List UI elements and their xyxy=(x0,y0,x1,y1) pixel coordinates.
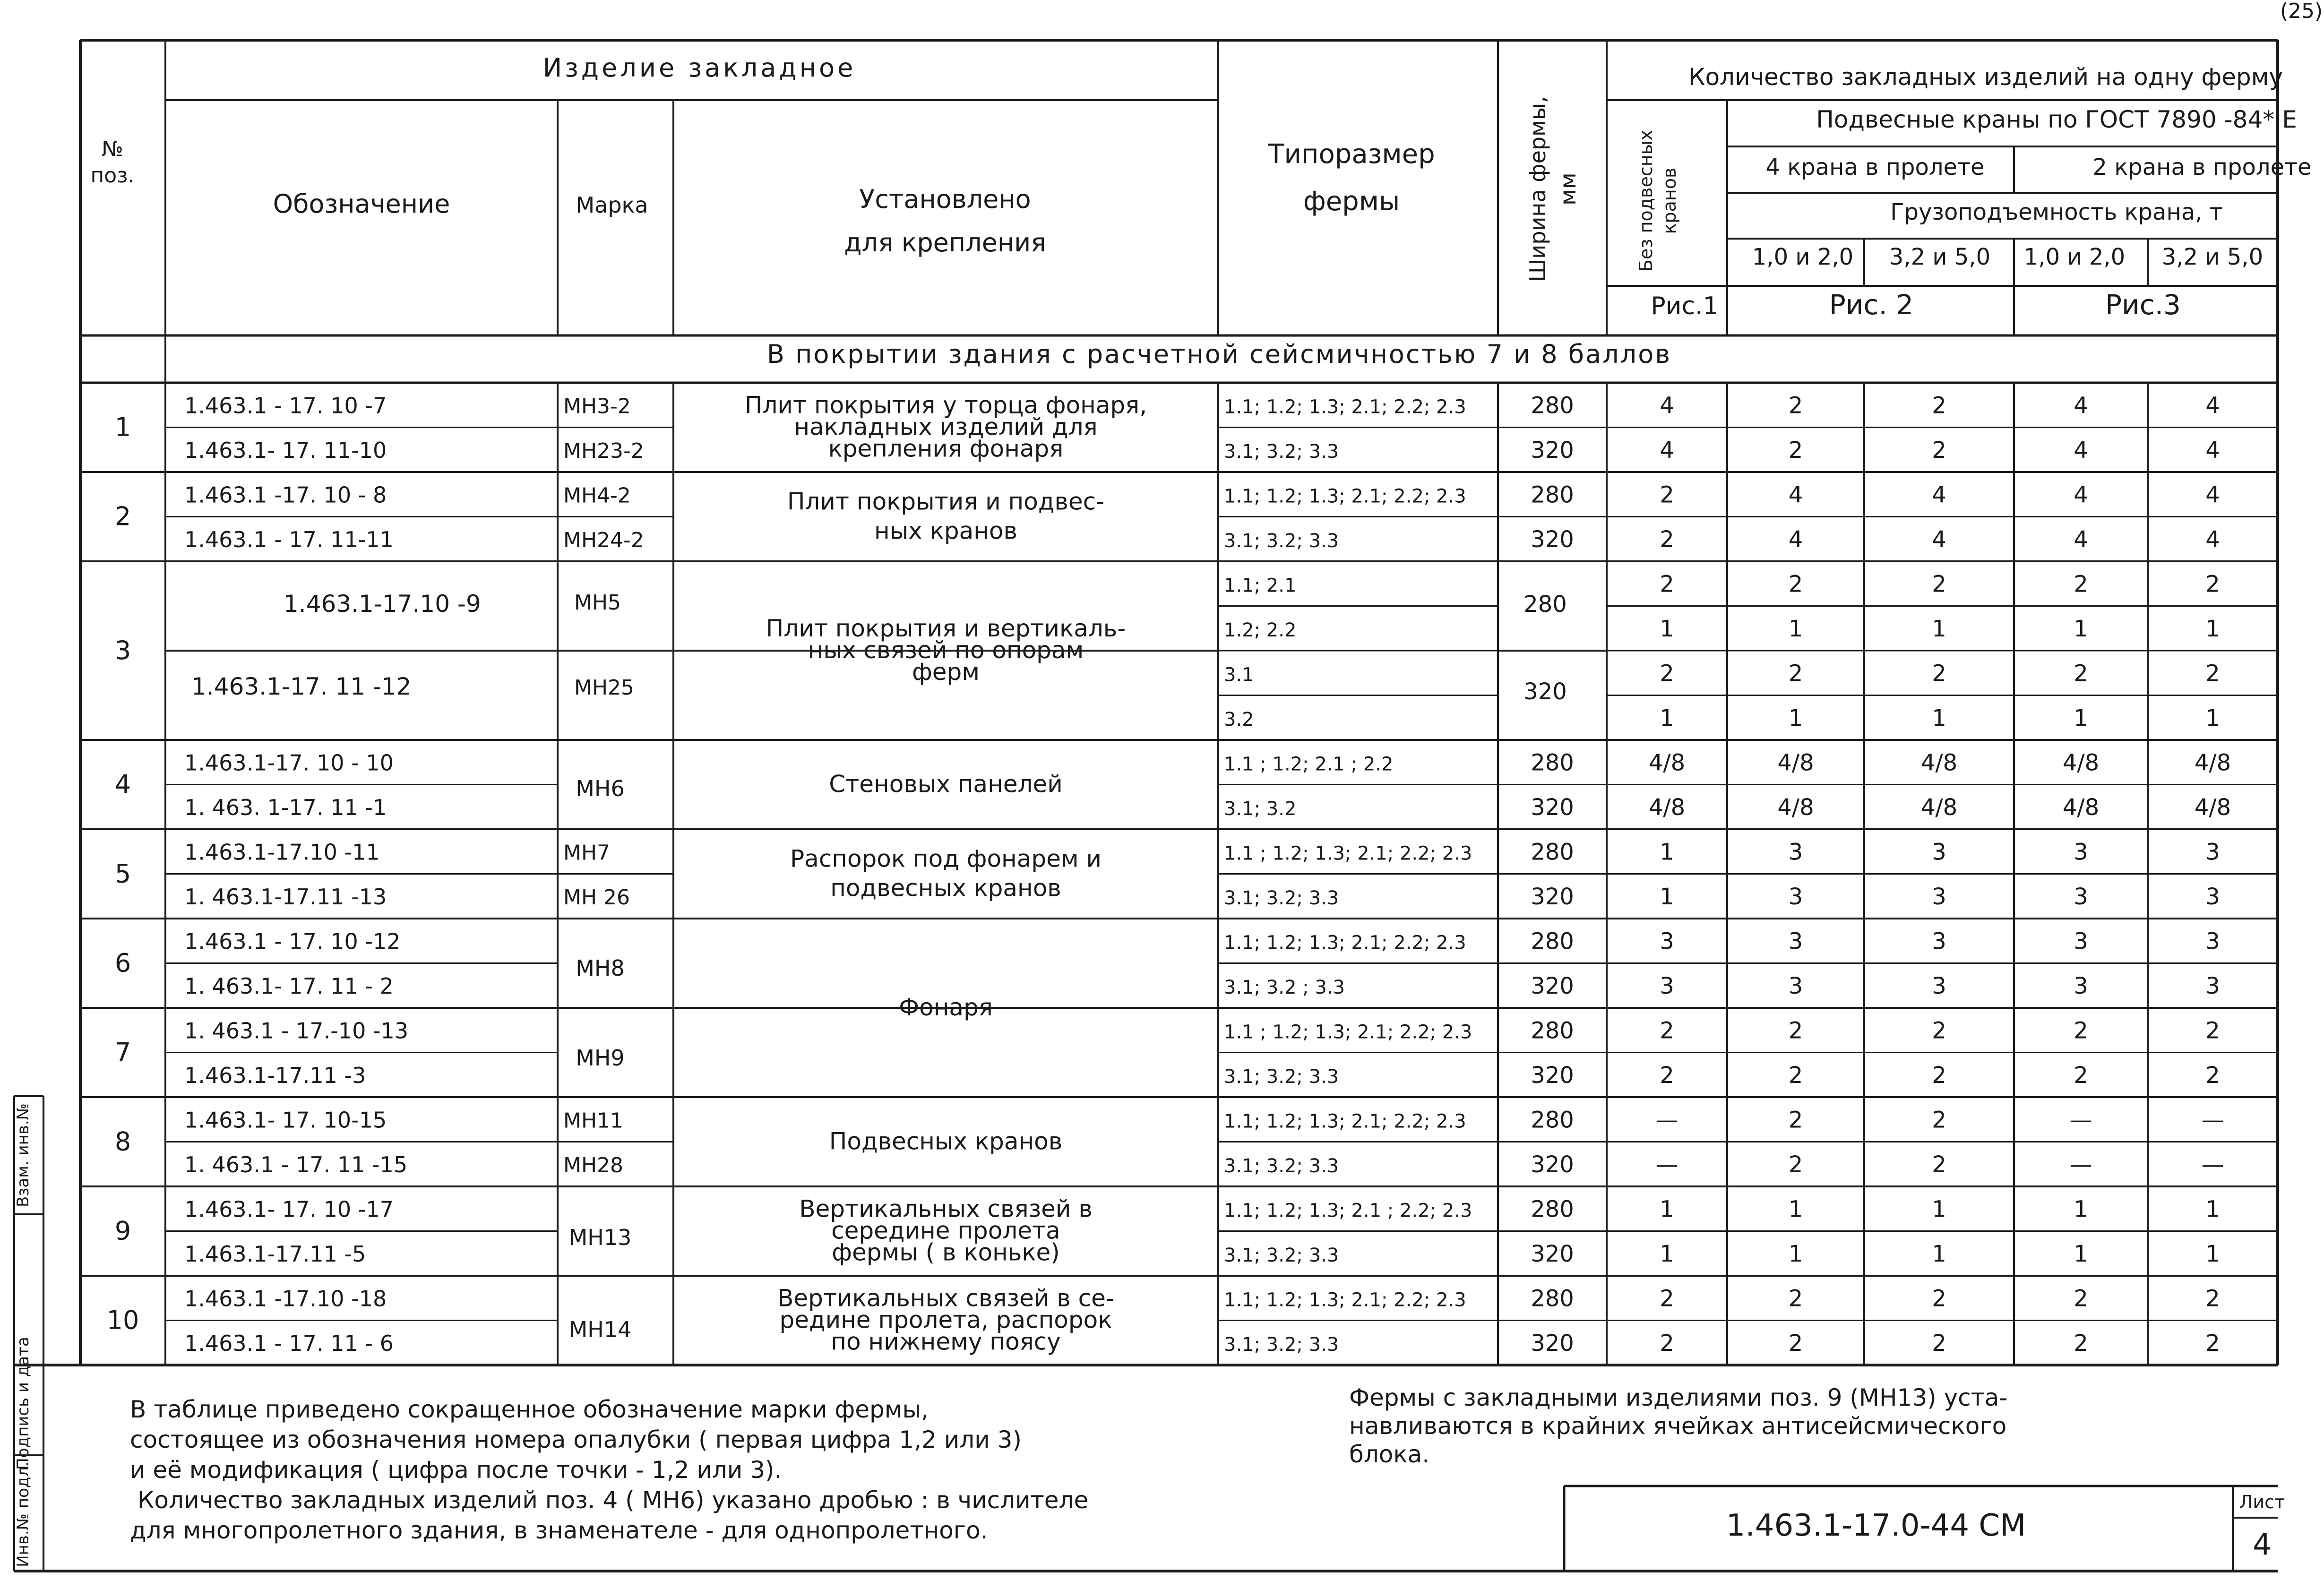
cell-quantity: 2 xyxy=(1788,1017,1803,1044)
cell-installed-for: Плит покрытия и вертикаль-ных связей по опорам ферм xyxy=(766,615,1126,686)
cell-truss-size: 3.2 xyxy=(1224,708,1254,730)
cell-installed-for: Подвесных кранов xyxy=(829,1127,1063,1155)
cell-installed-for: Плит покрытия и подвес-ных кранов xyxy=(787,488,1105,545)
cell-designation: 1. 463.1 - 17.-10 -13 xyxy=(184,1018,409,1044)
cell-quantity: 4 xyxy=(2074,392,2088,419)
cell-quantity: 2 xyxy=(2205,1017,2220,1044)
row3-mark-2: МН25 xyxy=(574,676,635,700)
header-installed: Установлено для крепления xyxy=(844,184,1046,258)
cell-designation: 1.463.1- 17. 10 -17 xyxy=(184,1196,394,1222)
cell-quantity: 2 xyxy=(1932,660,1946,687)
corner-mark: (25) xyxy=(2280,0,2323,23)
cell-truss-size: 1.1; 1.2; 1.3; 2.1; 2.2; 2.3 xyxy=(1224,396,1466,418)
row3-designation-1: 1.463.1-17.10 -9 xyxy=(284,590,481,618)
cell-quantity: — xyxy=(1655,1151,1678,1178)
row3-width-1: 280 xyxy=(1524,591,1567,618)
cell-quantity: 3 xyxy=(2205,928,2220,955)
cell-width: 280 xyxy=(1531,1285,1574,1312)
cell-installed-for: Плит покрытия у торца фонаря, накладных изделий для крепления фонаря xyxy=(744,391,1147,463)
header-group-item: Изделие закладное xyxy=(542,53,856,83)
stamp-code: 1.463.1-17.0-44 СМ xyxy=(1726,1508,2026,1543)
cell-truss-size: 1.2; 2.2 xyxy=(1224,619,1297,641)
stamp-sheet-label: Лист xyxy=(2239,1492,2285,1512)
cell-quantity: 3 xyxy=(1788,839,1803,866)
cell-quantity: 3 xyxy=(1932,839,1946,866)
mark-mn8: МН8 xyxy=(576,955,625,981)
cell-quantity: 2 xyxy=(1788,1062,1803,1089)
cell-width: 280 xyxy=(1531,839,1574,866)
cell-truss-size: 3.1; 3.2; 3.3 xyxy=(1224,1065,1339,1088)
cell-truss-size: 3.1; 3.2; 3.3 xyxy=(1224,1333,1339,1356)
cell-quantity: 2 xyxy=(1932,1285,1946,1312)
cell-mark: МН11 xyxy=(563,1108,624,1133)
cell-quantity: 2 xyxy=(1660,526,1674,553)
header-two-cranes: 2 крана в пролете xyxy=(2092,154,2312,180)
stamp-sheet-number: 4 xyxy=(2253,1527,2272,1562)
cell-quantity: 4/8 xyxy=(2062,749,2100,776)
cell-truss-size: 1.1; 1.2; 1.3; 2.1; 2.2; 2.3 xyxy=(1224,1110,1466,1133)
cell-quantity: 2 xyxy=(1660,571,1674,598)
cell-quantity: 2 xyxy=(2074,1017,2088,1044)
cell-quantity: 2 xyxy=(1932,1330,1946,1357)
cell-quantity: 1 xyxy=(1660,883,1674,910)
cell-quantity: 3 xyxy=(1788,928,1803,955)
cell-quantity: 1 xyxy=(1932,1240,1946,1267)
section-title: В покрытии здания с расчетной сейсмичностью 7 и 8 баллов xyxy=(766,339,1672,369)
mark-mn6: МН6 xyxy=(576,776,625,801)
cell-designation: 1.463.1-17.11 -5 xyxy=(184,1241,366,1267)
cell-quantity: 1 xyxy=(2205,615,2220,642)
cell-quantity: — xyxy=(2201,1151,2224,1178)
cell-quantity: 3 xyxy=(1932,883,1946,910)
cell-width: 280 xyxy=(1531,1196,1574,1223)
note-left: В таблице приведено сокращенное обозначение марки фермы, состоящее из обозначения номера опалубки ( первая цифра 1,2 или 3) и её модификация ( цифра после точки - 1,2 или 3). Количество закладных изделий поз. 4 ( МН6) указано дробью : в числителе для многопролетного здания, в знаменателе - для однопролетного. xyxy=(130,1396,1089,1544)
cell-truss-size: 3.1; 3.2 xyxy=(1224,798,1297,820)
cell-quantity: — xyxy=(2201,1107,2224,1134)
cell-width: 280 xyxy=(1531,1107,1574,1134)
cell-quantity: 2 xyxy=(1932,571,1946,598)
cell-quantity: 3 xyxy=(2205,972,2220,999)
cell-quantity: — xyxy=(1655,1107,1678,1134)
cell-width: 320 xyxy=(1531,794,1574,821)
cell-designation: 1.463.1 -17. 10 - 8 xyxy=(184,482,387,508)
cell-position: 1 xyxy=(114,412,131,442)
cell-position: 8 xyxy=(114,1126,131,1157)
note-right: Фермы с закладными изделиями поз. 9 (МН13) уста-навливаются в крайних ячейках антисейсмического блока. xyxy=(1349,1384,2008,1468)
cell-quantity: 3 xyxy=(1660,928,1674,955)
cell-quantity: 1 xyxy=(2074,704,2088,731)
cell-position: 7 xyxy=(114,1037,131,1067)
cell-truss-size: 1.1 ; 1.2; 1.3; 2.1; 2.2; 2.3 xyxy=(1224,1021,1472,1043)
header-fig-1: Рис.1 xyxy=(1651,292,1719,320)
cell-quantity: 2 xyxy=(2205,660,2220,687)
cell-truss-size: 1.1; 1.2; 1.3; 2.1; 2.2; 2.3 xyxy=(1224,1289,1466,1311)
cell-quantity: 2 xyxy=(2074,660,2088,687)
cell-quantity: 3 xyxy=(1788,972,1803,999)
cell-quantity: 2 xyxy=(1788,392,1803,419)
cell-quantity: 1 xyxy=(1660,1240,1674,1267)
header-designation: Обозначение xyxy=(273,189,450,219)
cell-quantity: 2 xyxy=(2205,1285,2220,1312)
cell-quantity: 4/8 xyxy=(1920,794,1958,821)
cell-designation: 1. 463.1-17.11 -13 xyxy=(184,884,387,910)
cell-quantity: 2 xyxy=(1788,1330,1803,1357)
cell-quantity: 2 xyxy=(2074,571,2088,598)
side-label-signature: Подпись и дата xyxy=(14,1337,33,1470)
cell-quantity: 1 xyxy=(1660,615,1674,642)
cell-quantity: 1 xyxy=(1660,1196,1674,1223)
cell-installed-for: Фонаря xyxy=(899,994,993,1021)
cell-quantity: 3 xyxy=(2074,972,2088,999)
cell-truss-size: 3.1; 3.2 ; 3.3 xyxy=(1224,976,1345,998)
header-truss-size: Типоразмер фермы xyxy=(1268,139,1435,217)
cell-truss-size: 3.1; 3.2; 3.3 xyxy=(1224,440,1339,463)
cell-quantity: 4 xyxy=(2074,526,2088,553)
cell-width: 280 xyxy=(1531,1017,1574,1044)
cell-quantity: 1 xyxy=(1788,704,1803,731)
mark-mn9: МН9 xyxy=(576,1045,625,1071)
cell-quantity: 2 xyxy=(1660,1285,1674,1312)
mark-mn14: МН14 xyxy=(568,1317,632,1342)
cell-mark: МН23-2 xyxy=(563,438,644,463)
header-cap-2: 3,2 и 5,0 xyxy=(1889,244,1991,270)
header-width: Ширина фермы, мм xyxy=(1525,96,1581,282)
cell-truss-size: 3.1; 3.2; 3.3 xyxy=(1224,1155,1339,1177)
cell-truss-size: 1.1; 2.1 xyxy=(1224,575,1297,597)
cell-quantity: 2 xyxy=(1660,1330,1674,1357)
cell-quantity: 3 xyxy=(2074,883,2088,910)
header-mark: Марка xyxy=(576,192,648,218)
cell-quantity: 4 xyxy=(2074,481,2088,508)
header-capacity: Грузоподъемность крана, т xyxy=(1890,199,2223,225)
cell-quantity: 2 xyxy=(2205,1062,2220,1089)
cell-quantity: 2 xyxy=(1788,1151,1803,1178)
cell-width: 280 xyxy=(1531,481,1574,508)
cell-width: 320 xyxy=(1531,437,1574,464)
cell-quantity: 4 xyxy=(1660,437,1674,464)
cell-truss-size: 3.1; 3.2; 3.3 xyxy=(1224,1244,1339,1266)
cell-quantity: 4/8 xyxy=(1777,749,1814,776)
header-four-cranes: 4 крана в пролете xyxy=(1765,154,1985,180)
cell-quantity: 4 xyxy=(2205,392,2220,419)
cell-designation: 1.463.1 -17.10 -18 xyxy=(184,1286,387,1312)
cell-truss-size: 1.1; 1.2; 1.3; 2.1; 2.2; 2.3 xyxy=(1224,485,1466,507)
cell-quantity: — xyxy=(2069,1151,2092,1178)
cell-width: 320 xyxy=(1531,972,1574,999)
cell-position: 6 xyxy=(114,948,131,978)
cell-truss-size: 3.1 xyxy=(1224,664,1254,686)
cell-quantity: 2 xyxy=(1932,1107,1946,1134)
cell-quantity: 4 xyxy=(1932,526,1946,553)
cell-quantity: 2 xyxy=(1660,660,1674,687)
cell-quantity: 3 xyxy=(1932,972,1946,999)
cell-quantity: 4/8 xyxy=(1777,794,1814,821)
cell-quantity: 2 xyxy=(1932,1017,1946,1044)
cell-quantity: 4 xyxy=(2074,437,2088,464)
cell-installed-for: Вертикальных связей в се-редине пролета, распорок по нижнему поясу xyxy=(777,1284,1114,1356)
cell-quantity: 1 xyxy=(1660,704,1674,731)
cell-quantity: 1 xyxy=(1932,704,1946,731)
cell-quantity: 2 xyxy=(1788,571,1803,598)
cell-quantity: 4 xyxy=(1660,392,1674,419)
cell-mark: МН 26 xyxy=(563,885,630,910)
cell-mark: МН24-2 xyxy=(563,528,644,552)
cell-width: 320 xyxy=(1531,1062,1574,1089)
cell-quantity: 2 xyxy=(2074,1330,2088,1357)
cell-mark: МН7 xyxy=(563,841,611,865)
cell-quantity: 2 xyxy=(2205,571,2220,598)
cell-position: 3 xyxy=(114,636,131,665)
cell-installed-for: Вертикальных связей в середине пролета фермы ( в коньке) xyxy=(799,1195,1093,1266)
cell-designation: 1. 463. 1-17. 11 -1 xyxy=(184,794,387,820)
side-label-replacement: Взам. инв.№ xyxy=(14,1103,33,1208)
cell-quantity: 1 xyxy=(2074,615,2088,642)
cell-quantity: 4/8 xyxy=(1920,749,1958,776)
cell-installed-for: Распорок под фонарем и подвесных кранов xyxy=(790,845,1102,902)
cell-designation: 1.463.1-17. 10 - 10 xyxy=(184,750,394,776)
cell-quantity: 2 xyxy=(1932,1151,1946,1178)
cell-quantity: 1 xyxy=(1788,1240,1803,1267)
header-cap-4: 3,2 и 5,0 xyxy=(2161,244,2264,270)
cell-quantity: 2 xyxy=(1788,1285,1803,1312)
cell-quantity: 1 xyxy=(1660,839,1674,866)
cell-quantity: 4/8 xyxy=(2062,794,2100,821)
cell-width: 280 xyxy=(1531,749,1574,776)
cell-quantity: 3 xyxy=(2074,839,2088,866)
cell-quantity: 4/8 xyxy=(1648,794,1686,821)
cell-quantity: 3 xyxy=(1932,928,1946,955)
cell-quantity: 2 xyxy=(1660,1017,1674,1044)
cell-quantity: 1 xyxy=(2074,1240,2088,1267)
cell-quantity: 2 xyxy=(1932,392,1946,419)
cell-quantity: 1 xyxy=(2074,1196,2088,1223)
cell-truss-size: 1.1; 1.2; 1.3; 2.1; 2.2; 2.3 xyxy=(1224,932,1466,954)
header-group-qty: Количество закладных изделий на одну ферму xyxy=(1688,63,2283,91)
cell-quantity: 4 xyxy=(2205,481,2220,508)
cell-truss-size: 1.1 ; 1.2; 1.3; 2.1; 2.2; 2.3 xyxy=(1224,842,1472,865)
cell-quantity: 4 xyxy=(2205,526,2220,553)
cell-quantity: 2 xyxy=(1788,660,1803,687)
cell-designation: 1.463.1 - 17. 11-11 xyxy=(184,526,394,552)
cell-quantity: 4 xyxy=(2205,437,2220,464)
cell-quantity: 1 xyxy=(2205,1240,2220,1267)
cell-designation: 1. 463.1- 17. 11 - 2 xyxy=(184,973,394,999)
cell-mark: МН3-2 xyxy=(563,394,631,419)
cell-width: 320 xyxy=(1531,1240,1574,1267)
cell-mark: МН4-2 xyxy=(563,483,631,508)
cell-position: 2 xyxy=(114,501,131,532)
cell-installed-for: Стеновых панелей xyxy=(829,770,1063,798)
cell-width: 320 xyxy=(1531,526,1574,553)
cell-designation: 1.463.1 - 17. 10 -7 xyxy=(184,393,387,419)
cell-quantity: 3 xyxy=(1660,972,1674,999)
cell-width: 320 xyxy=(1531,1151,1574,1178)
cell-quantity: 2 xyxy=(2074,1062,2088,1089)
cell-quantity: 1 xyxy=(2205,1196,2220,1223)
cell-quantity: 1 xyxy=(1932,1196,1946,1223)
header-pos: № поз. xyxy=(90,137,135,188)
cell-quantity: 2 xyxy=(1660,1062,1674,1089)
cell-position: 10 xyxy=(106,1305,139,1335)
header-fig-2: Рис. 2 xyxy=(1829,289,1914,321)
cell-quantity: 2 xyxy=(1932,437,1946,464)
cell-truss-size: 1.1 ; 1.2; 2.1 ; 2.2 xyxy=(1224,753,1394,775)
cell-designation: 1.463.1 - 17. 11 - 6 xyxy=(184,1330,394,1356)
cell-quantity: 4 xyxy=(1932,481,1946,508)
header-cap-1: 1,0 и 2,0 xyxy=(1752,244,1854,270)
cell-position: 9 xyxy=(114,1216,131,1246)
cell-designation: 1. 463.1 - 17. 11 -15 xyxy=(184,1151,408,1177)
cell-quantity: 2 xyxy=(1788,1107,1803,1134)
cell-mark: МН28 xyxy=(563,1153,624,1177)
cell-quantity: 3 xyxy=(2074,928,2088,955)
cell-truss-size: 3.1; 3.2; 3.3 xyxy=(1224,530,1339,552)
cell-quantity: 4/8 xyxy=(2194,794,2231,821)
cell-quantity: 4/8 xyxy=(2194,749,2231,776)
cell-truss-size: 3.1; 3.2; 3.3 xyxy=(1224,887,1339,909)
header-no-cranes: Без подвесных кранов xyxy=(1635,129,1680,272)
cell-position: 5 xyxy=(114,859,131,889)
cell-quantity: 3 xyxy=(2205,839,2220,866)
cell-designation: 1.463.1- 17. 10-15 xyxy=(184,1107,387,1133)
cell-width: 280 xyxy=(1531,392,1574,419)
cell-quantity: 1 xyxy=(1788,1196,1803,1223)
cell-quantity: 4 xyxy=(1788,526,1803,553)
row3-designation-2: 1.463.1-17. 11 -12 xyxy=(191,673,412,700)
cell-quantity: 2 xyxy=(2074,1285,2088,1312)
cell-quantity: 4/8 xyxy=(1648,749,1686,776)
cell-quantity: 2 xyxy=(1932,1062,1946,1089)
cell-quantity: 4 xyxy=(1788,481,1803,508)
cell-quantity: 2 xyxy=(2205,1330,2220,1357)
cell-quantity: 1 xyxy=(1932,615,1946,642)
cell-designation: 1.463.1 - 17. 10 -12 xyxy=(184,928,401,954)
header-fig-3: Рис.3 xyxy=(2105,289,2181,321)
cell-quantity: 2 xyxy=(1788,437,1803,464)
row3-mark-1: МН5 xyxy=(574,591,621,615)
cell-quantity: — xyxy=(2069,1107,2092,1134)
cell-width: 320 xyxy=(1531,1330,1574,1357)
cell-width: 320 xyxy=(1531,883,1574,910)
cell-quantity: 1 xyxy=(1788,615,1803,642)
cell-position: 4 xyxy=(114,769,131,799)
cell-quantity: 3 xyxy=(2205,883,2220,910)
header-cap-3: 1,0 и 2,0 xyxy=(2023,244,2126,270)
cell-width: 280 xyxy=(1531,928,1574,955)
row3-width-2: 320 xyxy=(1524,679,1567,705)
cell-quantity: 2 xyxy=(1660,481,1674,508)
side-label-inventory: Инв.№ подл. xyxy=(14,1461,33,1567)
cell-truss-size: 1.1; 1.2; 1.3; 2.1 ; 2.2; 2.3 xyxy=(1224,1200,1472,1222)
mark-mn13: МН13 xyxy=(568,1225,632,1250)
cell-designation: 1.463.1-17.10 -11 xyxy=(184,839,380,865)
cell-designation: 1.463.1-17.11 -3 xyxy=(184,1062,366,1088)
cell-designation: 1.463.1- 17. 11-10 xyxy=(184,437,387,463)
header-cranes-gost: Подвесные краны по ГОСТ 7890 -84* Е xyxy=(1816,106,2297,133)
cell-quantity: 1 xyxy=(2205,704,2220,731)
cell-quantity: 3 xyxy=(1788,883,1803,910)
